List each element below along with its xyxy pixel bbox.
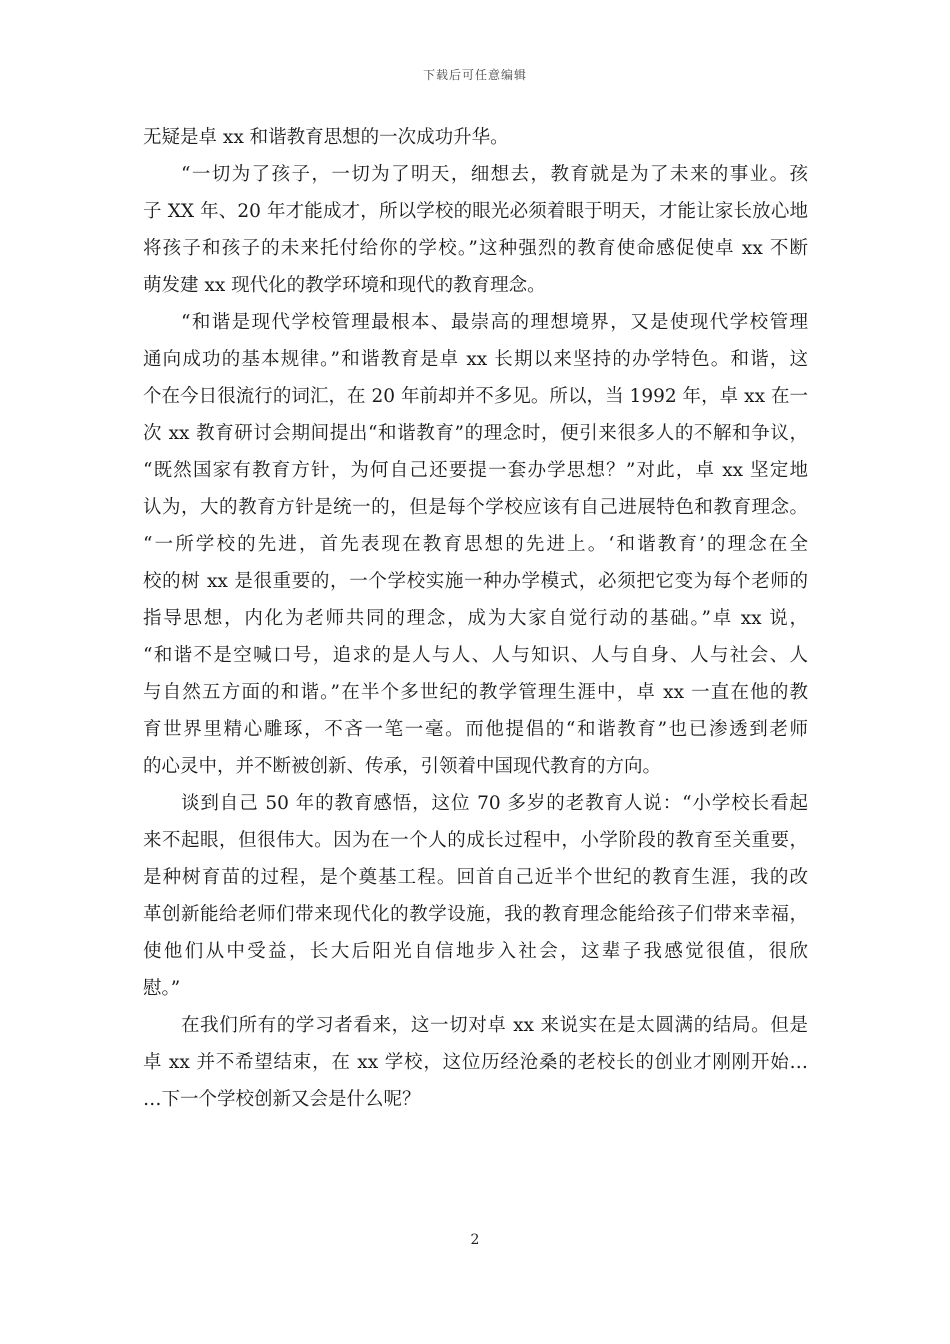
text-line: 指导思想，内化为老师共同的理念，成为大家自觉行动的基础。”卓 xx 说， [143,608,808,629]
article-body [143,119,808,1118]
text-line: 是种树育苗的过程，是个奠基工程。回首自己近半个世纪的教育生涯，我的改 [143,867,808,888]
text-line: “和谐不是空喊口号，追求的是人与人、人与知识、人与自身、人与社会、人 [143,645,808,666]
text-line: …下一个学校创新又会是什么呢？ [143,1089,421,1110]
text-line: 校的树 xx 是很重要的，一个学校实施一种办学模式，必须把它变为每个老师的 [143,571,808,592]
text-line: “一切为了孩子，一切为了明天，细想去，教育就是为了未来的事业。孩 [181,164,808,185]
text-line: 次 xx 教育研讨会期间提出“和谐教育”的理念时，便引来很多人的不解和争议， [143,423,808,444]
page-header: 下载后可任意编辑 [422,68,527,82]
text-line: “和谐是现代学校管理最根本、最崇高的理想境界，又是使现代学校管理 [181,312,808,333]
text-line: 的心灵中，并不断被创新、传承，引领着中国现代教育的方向。 [143,756,662,777]
text-line: “一所学校的先进，首先表现在教育思想的先进上。‘和谐教育’的理念在全 [143,534,808,555]
text-line: 无疑是卓 xx 和谐教育思想的一次成功升华。 [143,127,509,148]
text-line: 育世界里精心雕琢，不吝一笔一毫。而他提倡的“和谐教育”也已渗透到老师 [143,719,808,740]
text-line: 与自然五方面的和谐。”在半个多世纪的教学管理生涯中，卓 xx 一直在他的教 [143,682,808,703]
text-line: 慰。” [143,978,181,999]
text-line: 使他们从中受益，长大后阳光自信地步入社会，这辈子我感觉很值，很欣 [143,941,808,962]
text-line: 个在今日很流行的词汇，在 20 年前却并不多见。所以，当 1992 年，卓 xx 在一 [143,386,808,407]
text-line: “既然国家有教育方针，为何自己还要提一套办学思想？”对此，卓 xx 坚定地 [143,460,808,481]
text-line: 卓 xx 并不希望结束，在 xx 学校，这位历经沧桑的老校长的创业才刚刚开始… [143,1052,808,1073]
text-line: 子 XX 年、20 年才能成才，所以学校的眼光必须着眼于明天，才能让家长放心地 [143,201,808,222]
text-line: 革创新能给老师们带来现代化的教学设施，我的教育理念能给孩子们带来幸福， [143,904,808,925]
text-line: 萌发建 xx 现代化的教学环境和现代的教育理念。 [143,275,546,296]
text-line: 将孩子和孩子的未来托付给你的学校。”这种强烈的教育使命感促使卓 xx 不断 [143,238,808,259]
text-line: 在我们所有的学习者看来，这一切对卓 xx 来说实在是太圆满的结局。但是 [181,1015,808,1036]
text-line: 谈到自己 50 年的教育感悟，这位 70 多岁的老教育人说：“小学校长看起 [181,793,808,814]
page-number: 2 [470,1232,480,1248]
text-line: 来不起眼，但很伟大。因为在一个人的成长过程中，小学阶段的教育至关重要， [143,830,808,851]
text-line: 通向成功的基本规律。”和谐教育是卓 xx 长期以来坚持的办学特色。和谐，这 [143,349,808,370]
text-line: 认为，大的教育方针是统一的，但是每个学校应该有自己进展特色和教育理念。 [143,497,808,518]
